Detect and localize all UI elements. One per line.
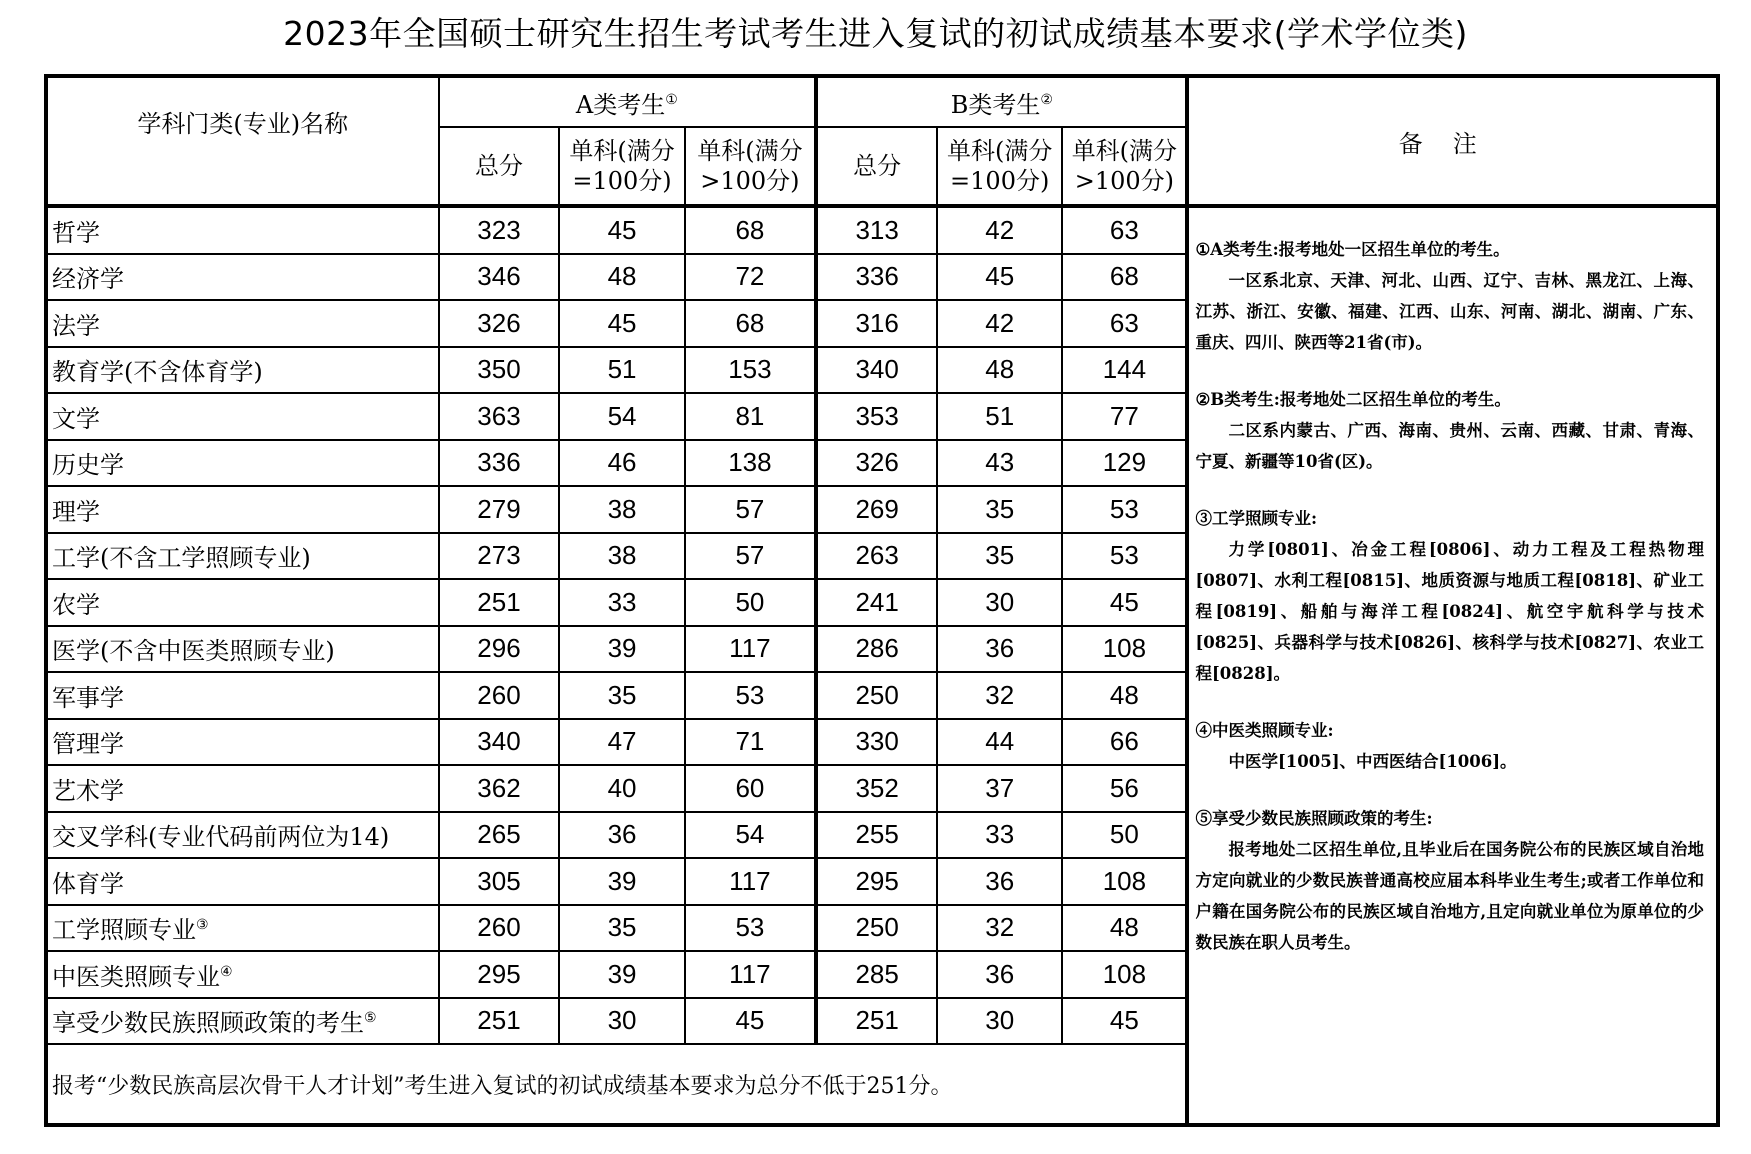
score-a-single100: 38 [559,533,684,580]
score-b-singlegt: 45 [1062,998,1187,1045]
score-a-single100: 38 [559,486,684,533]
subject-name: 工学(不含工学照顾专业) [46,533,439,580]
score-a-single100: 45 [559,206,684,254]
score-b-total: 336 [816,254,937,301]
footnote-mark: ④ [220,963,233,980]
score-a-singlegt: 57 [685,533,817,580]
remark-item [1195,503,1704,689]
score-a-single100: 33 [559,579,684,626]
score-b-total: 263 [816,533,937,580]
score-a-singlegt: 53 [685,905,817,952]
score-b-singlegt: 53 [1062,486,1187,533]
score-b-singlegt: 108 [1062,858,1187,905]
score-a-single100: 45 [559,300,684,347]
score-a-singlegt: 50 [685,579,817,626]
score-b-single100: 45 [937,254,1062,301]
score-b-total: 330 [816,719,937,766]
score-a-singlegt: 138 [685,440,817,487]
score-b-single100: 43 [937,440,1062,487]
score-a-total: 295 [439,951,560,998]
score-a-singlegt: 54 [685,812,817,859]
score-b-total: 295 [816,858,937,905]
footnote-text: 报考“少数民族高层次骨干人才计划”考生进入复试的初试成绩基本要求为总分不低于251分。 [46,1044,1187,1125]
remark-heading: ④中医类照顾专业: [1195,721,1334,740]
remark-body: 报考地处二区招生单位,且毕业后在国务院公布的民族区域自治地方定向就业的少数民族普通高校应届本科毕业生考生;或者工作单位和户籍在国务院公布的民族区域自治地方,且定向就业单位为原单位的少数民族在职人员考生。 [1195,840,1704,952]
header-b-single-gt100: 单科(满分 >100分) [1062,127,1187,206]
score-b-singlegt: 48 [1062,672,1187,719]
score-a-singlegt: 68 [685,300,817,347]
subject-name: 体育学 [46,858,439,905]
score-a-total: 296 [439,626,560,673]
subject-name: 军事学 [46,672,439,719]
subject-name: 享受少数民族照顾政策的考生⑤ [46,998,439,1045]
score-b-total: 353 [816,393,937,440]
score-b-single100: 32 [937,672,1062,719]
score-b-single100: 30 [937,998,1062,1045]
score-b-singlegt: 77 [1062,393,1187,440]
score-b-single100: 48 [937,347,1062,394]
score-b-total: 352 [816,765,937,812]
header-remarks: 备注 [1187,76,1718,206]
score-b-total: 250 [816,905,937,952]
score-b-singlegt: 63 [1062,206,1187,254]
score-b-singlegt: 144 [1062,347,1187,394]
score-a-single100: 47 [559,719,684,766]
remark-item [1195,715,1704,777]
score-a-singlegt: 53 [685,672,817,719]
score-a-total: 251 [439,998,560,1045]
score-a-total: 346 [439,254,560,301]
score-a-total: 265 [439,812,560,859]
score-b-total: 251 [816,998,937,1045]
score-a-total: 362 [439,765,560,812]
score-a-total: 336 [439,440,560,487]
score-b-single100: 51 [937,393,1062,440]
score-b-singlegt: 56 [1062,765,1187,812]
header-group-a: A类考生① [439,76,817,127]
footnote-mark: ⑤ [364,1010,377,1027]
score-b-total: 326 [816,440,937,487]
remark-item [1195,803,1704,958]
score-a-single100: 35 [559,672,684,719]
subject-name: 哲学 [46,206,439,254]
score-b-single100: 36 [937,626,1062,673]
score-b-single100: 36 [937,858,1062,905]
subject-name: 文学 [46,393,439,440]
subject-name: 教育学(不含体育学) [46,347,439,394]
remark-item [1195,234,1704,358]
score-a-single100: 39 [559,858,684,905]
subject-name: 管理学 [46,719,439,766]
score-a-total: 273 [439,533,560,580]
header-a-total: 总分 [439,127,560,206]
score-b-single100: 37 [937,765,1062,812]
score-a-total: 323 [439,206,560,254]
score-b-total: 316 [816,300,937,347]
header-b-total: 总分 [816,127,937,206]
score-a-total: 326 [439,300,560,347]
subject-name: 艺术学 [46,765,439,812]
score-b-singlegt: 66 [1062,719,1187,766]
header-group-b: B类考生② [816,76,1187,127]
score-a-singlegt: 60 [685,765,817,812]
score-a-total: 251 [439,579,560,626]
score-b-total: 285 [816,951,937,998]
score-a-total: 340 [439,719,560,766]
score-a-single100: 51 [559,347,684,394]
header-a-single-gt100: 单科(满分 >100分) [685,127,817,206]
score-a-single100: 54 [559,393,684,440]
score-b-single100: 30 [937,579,1062,626]
remark-item [1195,384,1704,477]
score-a-total: 363 [439,393,560,440]
score-a-single100: 30 [559,998,684,1045]
score-a-single100: 48 [559,254,684,301]
score-b-singlegt: 53 [1062,533,1187,580]
score-a-singlegt: 117 [685,858,817,905]
score-b-single100: 42 [937,206,1062,254]
score-a-singlegt: 71 [685,719,817,766]
score-table-body [46,206,1718,1125]
score-b-single100: 32 [937,905,1062,952]
score-b-total: 250 [816,672,937,719]
footnote-mark: ③ [196,917,209,934]
subject-name: 经济学 [46,254,439,301]
score-b-single100: 35 [937,533,1062,580]
subject-name: 理学 [46,486,439,533]
score-a-single100: 36 [559,812,684,859]
score-b-single100: 44 [937,719,1062,766]
score-a-single100: 40 [559,765,684,812]
score-a-singlegt: 72 [685,254,817,301]
score-b-total: 313 [816,206,937,254]
remark-body: 中医学[1005]、中西医结合[1006]。 [1228,752,1517,771]
remark-body: 力学[0801]、冶金工程[0806]、动力工程及工程热物理[0807]、水利工程[0815]、地质资源与地质工程[0818]、矿业工程[0819]、船舶与海洋工程[0824]、航空宇航科学与技术[0825]、兵器科学与技术[0826]、核科学与技术[0827]、农业工程[0828]。 [1195,540,1704,683]
page-title: 2023年全国硕士研究生招生考试考生进入复试的初试成绩基本要求(学术学位类) [283,14,1468,53]
subject-name: 交叉学科(专业代码前两位为14) [46,812,439,859]
score-b-singlegt: 108 [1062,626,1187,673]
score-b-total: 255 [816,812,937,859]
remarks-panel [1187,206,1718,1125]
score-b-single100: 35 [937,486,1062,533]
remark-heading: ②B类考生:报考地处二区招生单位的考生。 [1195,390,1511,409]
subject-name: 中医类照顾专业④ [46,951,439,998]
score-b-total: 269 [816,486,937,533]
score-b-singlegt: 50 [1062,812,1187,859]
score-a-singlegt: 57 [685,486,817,533]
score-b-total: 286 [816,626,937,673]
score-b-singlegt: 63 [1062,300,1187,347]
subject-name: 工学照顾专业③ [46,905,439,952]
score-a-total: 350 [439,347,560,394]
score-b-total: 241 [816,579,937,626]
score-b-singlegt: 68 [1062,254,1187,301]
remark-heading: ③工学照顾专业: [1195,509,1318,528]
score-b-total: 340 [816,347,937,394]
score-a-singlegt: 117 [685,951,817,998]
subject-name: 历史学 [46,440,439,487]
header-b-single-100: 单科(满分 =100分) [937,127,1062,206]
score-a-total: 260 [439,905,560,952]
remark-heading: ⑤享受少数民族照顾政策的考生: [1195,809,1433,828]
score-b-single100: 42 [937,300,1062,347]
score-a-single100: 39 [559,626,684,673]
score-a-single100: 39 [559,951,684,998]
score-a-total: 279 [439,486,560,533]
score-a-total: 260 [439,672,560,719]
score-b-single100: 33 [937,812,1062,859]
score-requirements-table [44,74,1720,1127]
remark-heading: ①A类考生:报考地处一区招生单位的考生。 [1195,240,1510,259]
score-b-single100: 36 [937,951,1062,998]
score-b-singlegt: 45 [1062,579,1187,626]
score-a-single100: 46 [559,440,684,487]
table-row [46,206,1718,254]
score-a-single100: 35 [559,905,684,952]
score-b-singlegt: 108 [1062,951,1187,998]
score-a-singlegt: 45 [685,998,817,1045]
score-a-singlegt: 68 [685,206,817,254]
score-b-singlegt: 129 [1062,440,1187,487]
score-a-singlegt: 117 [685,626,817,673]
header-subject: 学科门类(专业)名称 [46,76,439,206]
score-a-total: 305 [439,858,560,905]
header-a-single-100: 单科(满分 =100分) [559,127,684,206]
score-a-singlegt: 153 [685,347,817,394]
remark-body: 一区系北京、天津、河北、山西、辽宁、吉林、黑龙江、上海、江苏、浙江、安徽、福建、江西、山东、河南、湖北、湖南、广东、重庆、四川、陕西等21省(市)。 [1195,271,1704,352]
subject-name: 法学 [46,300,439,347]
score-a-singlegt: 81 [685,393,817,440]
subject-name: 农学 [46,579,439,626]
remark-body: 二区系内蒙古、广西、海南、贵州、云南、西藏、甘肃、青海、宁夏、新疆等10省(区)。 [1195,421,1704,471]
score-b-singlegt: 48 [1062,905,1187,952]
subject-name: 医学(不含中医类照顾专业) [46,626,439,673]
